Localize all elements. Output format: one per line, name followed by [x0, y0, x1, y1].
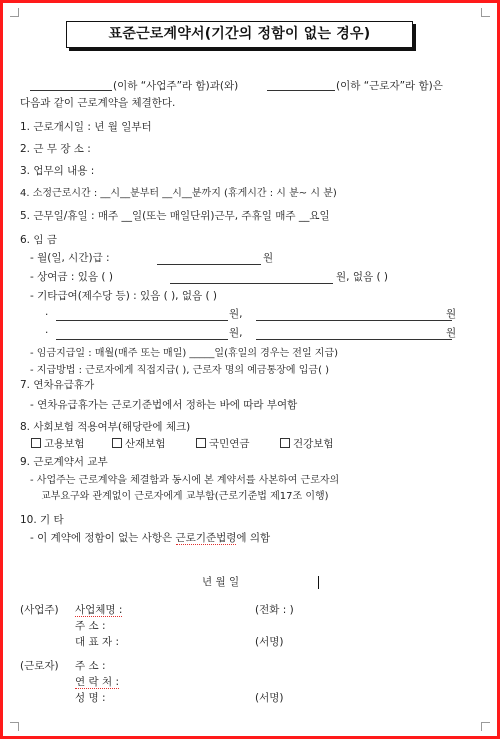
pay-date: - 임금지급일 : 매월(매주 또는 매일) _____일(휴일의 경우는 전일 지급) [30, 348, 339, 359]
item-workdays: 5. 근무일/휴일 : 매주 __일(또는 매일단위)근무, 주휴일 매주 __요일 [20, 210, 330, 222]
other-pay-blank-4[interactable] [256, 339, 452, 340]
other-desc [30, 532, 270, 545]
item-job-desc: 3. 업무의 내용 : [20, 165, 95, 177]
item-wage: 6. 임 금 [20, 234, 57, 246]
other-pay-unit-3: 원, [229, 327, 243, 339]
other-pay-blank-3[interactable] [56, 339, 228, 340]
worker-label: (근로자) [20, 660, 59, 672]
employer-name-blank[interactable] [30, 90, 112, 91]
other-desc-text: 에 의함 [236, 532, 271, 544]
margin-mark [481, 8, 490, 17]
bonus-none: 원, 없음 ( ) [336, 271, 388, 283]
delivery-desc-2: 교부요구와 관계없이 근로자에게 교부함(근로기준법 제17조 이행) [41, 491, 329, 502]
checkbox[interactable] [31, 438, 41, 448]
insurance-industrial[interactable] [112, 438, 166, 451]
other-pay-unit-4: 원 [446, 327, 457, 339]
other-pay-unit-1: 원, [229, 308, 243, 320]
employer-representative: 대 표 자 : [75, 636, 119, 648]
bonus-label: - 상여금 : 있음 ( ) [30, 271, 113, 283]
item-social-insurance: 8. 사회보험 적용여부(해당란에 체크) [20, 421, 191, 433]
pay-method: - 지급방법 : 근로자에게 직접지급( ), 근로자 명의 예금통장에 입금( ) [30, 365, 330, 376]
item-contract-delivery: 9. 근로계약서 교부 [20, 456, 108, 468]
margin-mark [481, 722, 490, 731]
contact-label: 연 락 처 : [75, 676, 119, 688]
checkbox[interactable] [280, 438, 290, 448]
worker-name: 성 명 : [75, 692, 106, 704]
wage-monthly-label: - 월(일, 시간)급 : [30, 252, 110, 264]
other-pay-label: - 기타급여(제수당 등) : 있음 ( ), 없음 ( ) [30, 290, 217, 302]
labor-law-term: 근로기준법령 [175, 532, 237, 544]
worker-signature[interactable]: (서명) [255, 692, 284, 704]
other-pay-unit-2: 원 [446, 308, 457, 320]
text-cursor [318, 576, 319, 589]
item-workplace: 2. 근 무 장 소 : [20, 143, 91, 155]
other-pay-bullet: · [45, 327, 49, 339]
annual-leave-desc: - 연차유급휴가는 근로기준법에서 정하는 바에 따라 부여함 [30, 399, 298, 411]
other-pay-blank-1[interactable] [56, 320, 228, 321]
biz-name-label: 사업체명 : [75, 604, 123, 616]
insurance-pension[interactable] [196, 438, 250, 451]
other-pay-blank-2[interactable] [256, 320, 452, 321]
insurance-health[interactable] [280, 438, 334, 451]
item-working-hours: 4. 소정근로시간 : __시__분부터 __시__분까지 (휴게시간 : 시 분~ 시 분) [20, 188, 337, 199]
wage-monthly-unit: 원 [263, 252, 274, 264]
employer-biz-name [75, 604, 122, 617]
employer-address: 주 소 : [75, 620, 106, 632]
delivery-desc-1: - 사업주는 근로계약을 체결함과 동시에 본 계약서를 사본하여 근로자의 [30, 475, 340, 486]
insurance-label: 고용보험 [44, 438, 85, 450]
insurance-label: 국민연금 [209, 438, 250, 450]
checkbox[interactable] [112, 438, 122, 448]
insurance-employment[interactable] [31, 438, 85, 451]
intro-employer-ref: (이하 “사업주”라 함)과(와) [113, 80, 239, 92]
item-annual-leave: 7. 연차유급휴가 [20, 379, 95, 391]
item-start-date: 1. 근로개시일 : 년 월 일부터 [20, 121, 152, 133]
employer-label: (사업주) [20, 604, 59, 616]
other-pay-bullet: · [45, 309, 49, 321]
checkbox[interactable] [196, 438, 206, 448]
worker-contact [75, 676, 119, 689]
intro-line2: 다음과 같이 근로계약을 체결한다. [20, 97, 176, 109]
document-title: 표준근로계약서(기간의 정함이 없는 경우) [66, 21, 413, 48]
margin-mark [10, 722, 19, 731]
wage-monthly-blank[interactable] [157, 264, 261, 265]
item-other: 10. 기 타 [20, 514, 64, 526]
worker-address: 주 소 : [75, 660, 106, 672]
insurance-label: 건강보험 [293, 438, 334, 450]
bonus-amount-blank[interactable] [170, 283, 333, 284]
employer-signature[interactable]: (서명) [255, 636, 284, 648]
sign-date: 년 월 일 [202, 576, 240, 588]
margin-mark [10, 8, 19, 17]
insurance-label: 산재보험 [125, 438, 166, 450]
worker-name-blank[interactable] [267, 90, 335, 91]
intro-worker-ref: (이하 “근로자”라 함)은 [336, 80, 443, 92]
employer-phone: (전화 : ) [255, 604, 294, 616]
other-desc-text: - 이 계약에 정함이 없는 사항은 [30, 532, 176, 544]
